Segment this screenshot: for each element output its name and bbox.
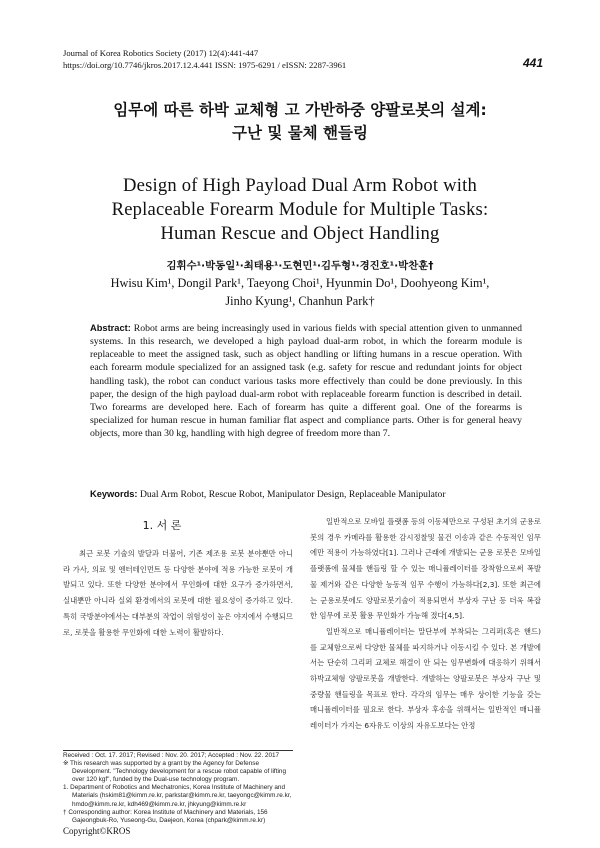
body-paragraph: 일반적으로 모바일 플랫폼 등의 이동체만으로 구성된 초기의 군용로봇의 경우 카메라를 활용한 감시정찰및 물건 이송과 같은 수동적인 임무에만 적용이 가능하였다[1]. 그러나 근래에 개발되는 군용 로봇은 모바일 플랫폼에 물체를 핸들링 할 수 있는 매니퓰레이터를 장착함으로써 폭발물 제거와 같은 다양한 능동적 임무 수행이 가능하다[2,3]. 또한 최근에는 군용로봇에도 양팔로봇기술이 적용되면서 부상자 구난 등 더욱 복잡한 임무에 로봇 활용 무인화가 가능해 졌다[4,5]. — [310, 517, 541, 621]
authors-english-line: Hwisu Kim¹, Dongil Park¹, Taeyong Choi¹, Hyunmin Do¹, Doohyeong Kim¹, — [110, 276, 490, 290]
keywords — [90, 488, 522, 501]
corresponding-author-note: † Corresponding author: Korea Institute of Machinery and Materials, 156 Gajeongbuk-Ro, Yuseong-Gu, Daejeon, Korea (chpark@kimm.re.kr) — [63, 808, 268, 824]
english-title-line: Replaceable Forearm Module for Multiple Tasks: — [111, 199, 489, 220]
keywords-label: Keywords: — [90, 489, 138, 499]
received-dates: Received : Oct. 17. 2017; Revised : Nov. 20. 2017; Accepted : Nov. 22. 2017 — [63, 752, 280, 759]
english-title — [50, 174, 550, 246]
body-paragraph: 최근 로봇 기술의 발달과 더불어, 기존 제조용 로봇 분야뿐만 아니라 가사, 의료 및 엔터테인먼트 등 다양한 분야에 적용 가능한 로봇이 개발되고 있다. 또한 다양한 분야에서 무인화에 대한 요구가 증가하면서, 실내뿐만 아니라 실외 환경에서의 로봇에 대한 필요성이 증가하고 있다. 특히 국방분야에서는 대부분의 작업이 위험성이 높은 야지에서 수행되므로, 로봇을 활용한 무인화에 대한 노력이 활발하다. — [63, 549, 293, 637]
footnotes — [63, 752, 295, 825]
affiliation-note: 1. Department of Robotics and Mechatronics, Korea Institute of Machinery and Materials (hskim81@kimm.re.kr, parkstar@kimm.re.kr, taeyongc@kimm.re.kr, hmdo@kimm.re.kr, kdh469@kimm.re.kr, jhkyung@kimm.re.kr — [63, 784, 292, 808]
keywords-text: Dual Arm Robot, Rescue Robot, Manipulator Design, Replaceable Manipulator — [139, 489, 446, 500]
korean-title-line: 구난 및 물체 핸들링 — [232, 124, 368, 142]
korean-title-line: 임무에 따른 하박 교체형 고 가반하중 양팔로봇의 설계: — [113, 101, 487, 119]
authors-english-line: Jinho Kyung¹, Chanhun Park† — [225, 294, 375, 308]
page-number: 441 — [522, 56, 543, 70]
doi-issn-line: https://doi.org/10.7746/jkros.2017.12.4.441 ISSN: 1975-6291 / eISSN: 2287-3961 — [63, 60, 347, 70]
section-heading: 1. 서 론 — [142, 519, 182, 532]
funding-note: ※ This research was supported by a grant by the Agency for Defense Development. "Technology development for a rescue robot capable of lifting over 120 kgf", funded by the Dual-use technology program. — [63, 760, 286, 784]
abstract-label: Abstract: — [90, 323, 131, 333]
authors-korean: 김휘수¹·박동일¹·최태용¹·도현민¹·김두형¹·경진호¹·박찬훈† — [166, 260, 434, 272]
copyright: Copyright©KROS — [63, 826, 131, 836]
footnote-divider — [63, 750, 293, 751]
journal-header — [63, 47, 543, 71]
english-title-line: Human Rescue and Object Handling — [160, 223, 440, 244]
abstract-text: Robot arms are being increasingly used in various fields with special attention given to unmanned systems. In this research, we developed a high payload dual-arm robot, in which the forearm module is replaceable to meet the assigned task, such as object handling or lifting humans in a rescue operation. With each forearm module specialized for an assigned task (e.g. safety for rescue and redundant joints for object handling task), the robot can conduct various tasks more effectively than could be done previously. In this paper, the design of the high payload dual-arm robot with replaceable forearm function is described in detail. Two forearms are developed here. Each of forearm has quite a different goal. One of the forearms is specialized for human rescue in human familiar flat aspect and compliance parts. Other is for general heavy objects, more than 30 kg, handling with high degree of freedom more than 7. — [90, 323, 523, 440]
abstract — [90, 322, 522, 440]
korean-title — [50, 99, 550, 145]
left-column — [63, 546, 293, 640]
body-paragraph: 일반적으로 매니퓰레이터는 말단부에 부착되는 그리퍼(혹은 핸드)를 교체함으로써 다양한 물체를 파지하거나 이동시킬 수 있다. 본 개발에서는 단순히 그리퍼 교체로 해결이 안 되는 임무변화에 대응하기 위해서 하박교체형 양팔로봇을 개발한다. 개발하는 양팔로봇은 부상자 구난 및 중량물 핸들링을 목표로 한다. 각각의 임무는 매우 상이한 기능을 갖는 매니퓰레이터를 필요로 한다. 부상자 후송을 위해서는 일반적인 매니퓰레이터가 가지는 6자유도 이상의 자유도보다는 안정 — [310, 626, 541, 731]
english-title-line: Design of High Payload Dual Arm Robot with — [123, 175, 477, 196]
right-column — [310, 514, 541, 734]
journal-citation: Journal of Korea Robotics Society (2017) 12(4):441-447 — [63, 48, 259, 58]
author-list — [50, 258, 550, 310]
